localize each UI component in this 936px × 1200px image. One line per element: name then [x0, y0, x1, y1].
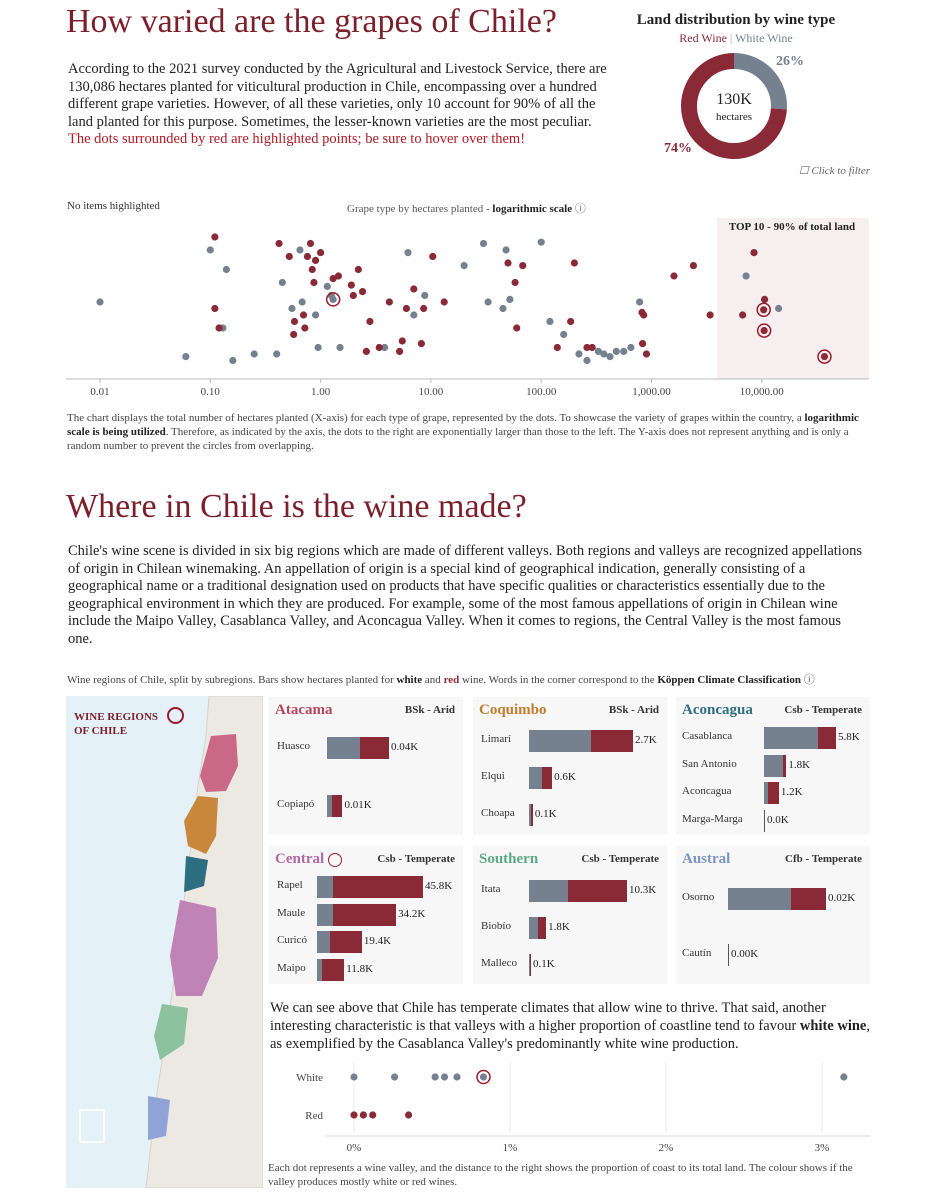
grape-dot-red-wine[interactable] [513, 324, 520, 331]
valley-label: Curicó [277, 934, 307, 946]
grape-dot-white-wine[interactable] [560, 331, 567, 338]
grape-dot-red-wine[interactable] [399, 337, 406, 344]
grape-dot-white-wine[interactable] [330, 296, 337, 303]
bar-white-segment [764, 755, 783, 777]
valley-label: Maipo [277, 962, 306, 974]
grape-dot-red-wine[interactable] [310, 279, 317, 286]
grape-dot-red-wine[interactable] [571, 259, 578, 266]
info-icon[interactable]: ⓘ [574, 203, 586, 215]
grape-dot-white-wine[interactable] [96, 298, 103, 305]
grape-dot-red-wine[interactable] [583, 344, 590, 351]
bar-white-segment [529, 917, 538, 939]
valley-label: Choapa [481, 807, 515, 819]
grape-dot-white-wine[interactable] [223, 266, 230, 273]
coast-row-label: White [296, 1072, 323, 1084]
grape-dot-red-wine[interactable] [363, 348, 370, 355]
region-title: Southern [479, 851, 539, 867]
grape-dot-red-wine[interactable] [418, 340, 425, 347]
valley-bar[interactable] [327, 795, 343, 817]
map-svg [66, 696, 263, 1188]
grape-dot-red-wine[interactable] [396, 348, 403, 355]
regions-caption-p1: Wine regions of Chile, split by subregions. Bars show hectares planted for [67, 674, 397, 686]
climate-label: Cfb - Temperate [785, 853, 862, 865]
valley-label: Aconcagua [682, 785, 732, 797]
top10-highlight-band [717, 218, 869, 379]
grape-dot-red-wine[interactable] [638, 309, 645, 316]
valley-value: 0.6K [554, 771, 576, 783]
valley-value: 1.8K [548, 921, 570, 933]
valley-label: Maule [277, 907, 306, 919]
valley-value: 0.1K [534, 808, 557, 820]
scatter-tick-label: 0.01 [90, 386, 110, 398]
bar-red-segment [568, 880, 627, 902]
valley-value: 1.8K [788, 759, 811, 771]
grape-dot-red-wine[interactable] [643, 350, 650, 357]
grape-dot-white-wine[interactable] [620, 348, 627, 355]
bar-red-segment [531, 804, 533, 826]
grape-dot-white-wine[interactable] [575, 350, 582, 357]
grape-dot-red-wine[interactable] [504, 259, 511, 266]
grape-dot-red-wine[interactable] [639, 340, 646, 347]
map-title-line2: OF CHILE [74, 725, 128, 737]
grape-dot-red-wine[interactable] [567, 318, 574, 325]
bar-white-segment [764, 727, 818, 749]
regions-caption-p2: wine. Words in the corner correspond to the [459, 674, 658, 686]
bar-red-segment [768, 782, 778, 804]
bar-white-segment [317, 876, 333, 898]
grape-dot-white-wine[interactable] [461, 262, 468, 269]
grape-dot-red-wine[interactable] [386, 298, 393, 305]
grape-dot-white-wine[interactable] [480, 240, 487, 247]
grape-dot-red-wine[interactable] [312, 257, 319, 264]
scatter-tick-label: 0.10 [200, 386, 220, 398]
coast-caption: Each dot represents a wine valley, and the distance to the right shows the proportion of coast to its total land. The colour shows if the valley produces mostly white or red wines. [268, 1162, 853, 1188]
donut-legend[interactable] [628, 31, 844, 46]
valley-coast-dot-white[interactable] [453, 1073, 460, 1080]
valley-label: Itata [481, 883, 501, 895]
regions-caption-bold: Köppen Climate Classification [657, 674, 801, 686]
grape-dot-red-wine[interactable] [215, 324, 222, 331]
valley-coast-dot-white[interactable] [432, 1073, 439, 1080]
grape-dot-white-wine[interactable] [229, 357, 236, 364]
section2-intro: Chile's wine scene is divided in six big regions which are made of different valleys. Both regions and valleys are recognized appellations of origin in Chilean winemaking. An appellation of origin is a special kind of geographical indication, generally consisting of a geographical name or a traditional designation used on products that have specific qualities or characteristics essentially due to the geographical environment in which they are produced. For example, some of the most famous appellations of origin in Chilean wine include the Maipo Valley, Casablanca Valley, and Aconcagua Valley. When it comes to regions, the Central Valley is the most famous one. [68, 543, 862, 647]
section1-title: How varied are the grapes of Chile? [66, 3, 557, 40]
valley-label: Copiapó [277, 798, 315, 810]
grape-dot-white-wine[interactable] [299, 298, 306, 305]
valley-bar[interactable] [764, 782, 779, 804]
bar-red-segment [332, 795, 343, 817]
grape-dot-white-wine[interactable] [315, 344, 322, 351]
section1-intro-highlight: The dots surrounded by red are highlighted points; be sure to hover over them! [68, 131, 526, 148]
grape-dot-red-wine[interactable] [317, 249, 324, 256]
bar-red-segment [322, 959, 344, 981]
region-panel-central[interactable] [269, 846, 463, 984]
grape-dot-white-wine[interactable] [613, 348, 620, 355]
regions-caption-white: white [396, 674, 423, 686]
donut-chart[interactable] [678, 50, 790, 162]
valley-label: Elqui [481, 770, 505, 782]
region-panel-atacama[interactable] [269, 697, 463, 835]
region-title: Aconcagua [682, 702, 753, 718]
donut-white-pct: 26% [776, 54, 804, 69]
valley-label: Osorno [682, 891, 715, 903]
valley-value: 0.01K [344, 799, 372, 811]
bar-red-segment [333, 876, 423, 898]
map-highlight-marker[interactable] [167, 707, 184, 724]
coast-tick-label: 1% [502, 1142, 518, 1154]
grape-dot-white-wine[interactable] [404, 249, 411, 256]
valley-coast-dot-red[interactable] [369, 1111, 376, 1118]
coast-tick-label: 2% [658, 1142, 674, 1154]
valley-value: 2.7K [635, 734, 657, 746]
valley-coast-dot-white[interactable] [350, 1073, 357, 1080]
valley-bar[interactable] [728, 888, 826, 910]
coast-row-label: Red [305, 1110, 323, 1122]
grape-dot-red-wine[interactable] [350, 292, 357, 299]
regions-caption-red: red [443, 674, 460, 686]
valley-value: 45.8K [425, 880, 453, 892]
bar-red-segment [360, 737, 389, 759]
section1-intro-text: According to the 2021 survey conducted by the Agricultural and Livestock Service, there are 130,086 hectares planted for viticultural production in Chile, encompassing over a hundred different grape varieties. However, of all these varieties, only 10 account for 90% of all the land planted for this purpose. Sometimes, the lesser-known varieties are the most peculiar. [68, 61, 607, 130]
grape-dot-white-wine[interactable] [636, 298, 643, 305]
bar-red-segment [333, 904, 396, 926]
valley-label: Rapel [277, 879, 303, 891]
grape-dot-red-wine[interactable] [366, 318, 373, 325]
grape-dot-white-wine[interactable] [742, 272, 749, 279]
bar-red-segment [591, 730, 633, 752]
grape-dot-red-wine[interactable] [512, 279, 519, 286]
grape-dot-red-wine[interactable] [359, 288, 366, 295]
valley-value: 0.1K [533, 958, 555, 970]
valley-bar[interactable] [529, 954, 531, 976]
region-panel-aconcagua[interactable] [676, 697, 870, 835]
valley-label: San Antonio [682, 758, 737, 770]
valley-bar[interactable] [764, 810, 765, 832]
grape-dot-white-wine[interactable] [421, 292, 428, 299]
grape-dot-red-wine[interactable] [335, 272, 342, 279]
bar-red-segment [783, 755, 786, 777]
coast-tick-label: 3% [814, 1142, 830, 1154]
valley-label: Malleco [481, 957, 518, 969]
scatter-tick-label: 100.00 [526, 386, 557, 398]
grape-dot-red-wine[interactable] [750, 249, 757, 256]
grape-dot-red-wine[interactable] [291, 318, 298, 325]
bar-red-segment [818, 727, 836, 749]
coast-dot-chart[interactable] [266, 1058, 876, 1158]
regions-caption-and: and [422, 674, 444, 686]
valley-bar[interactable] [327, 737, 389, 759]
grape-dot-red-wine[interactable] [554, 344, 561, 351]
donut-center-value: 130K [716, 91, 752, 108]
bar-white-segment [529, 880, 568, 902]
grape-dot-red-wine[interactable] [211, 305, 218, 312]
grape-dot-red-wine[interactable] [300, 311, 307, 318]
click-to-filter-hint[interactable]: ☐ Click to filter [798, 165, 870, 177]
valley-bar[interactable] [529, 767, 552, 789]
grape-dot-red-wine[interactable] [286, 253, 293, 260]
chile-map[interactable] [66, 696, 263, 1188]
grape-dot-white-wine[interactable] [606, 353, 613, 360]
valley-value: 34.2K [398, 908, 426, 920]
grape-dot-white-wine[interactable] [484, 298, 491, 305]
region-title: Coquimbo [479, 702, 547, 718]
valley-value: 0.04K [391, 741, 419, 753]
valley-value: 0.00K [731, 948, 759, 960]
coast-text-p2: , as exemplified by the Casablanca Valley's predominantly white wine production. [270, 1017, 870, 1052]
climate-label: BSk - Arid [608, 704, 659, 716]
grape-dot-red-wine[interactable] [410, 285, 417, 292]
grape-dot-white-wine[interactable] [312, 311, 319, 318]
climate-label: BSk - Arid [404, 704, 455, 716]
grape-dot-red-wine[interactable] [761, 327, 768, 334]
valley-coast-dot-white[interactable] [480, 1073, 487, 1080]
grape-dot-white-wine[interactable] [273, 350, 280, 357]
bar-red-segment [538, 917, 547, 939]
grape-dot-red-wine[interactable] [376, 344, 383, 351]
bar-white-segment [728, 888, 791, 910]
region-panel-coquimbo[interactable] [473, 697, 667, 835]
grape-dot-red-wine[interactable] [307, 240, 314, 247]
grape-dot-red-wine[interactable] [420, 305, 427, 312]
grape-dot-red-wine[interactable] [670, 272, 677, 279]
valley-bar[interactable] [529, 917, 546, 939]
valley-bar[interactable] [529, 880, 627, 902]
bar-red-segment [729, 944, 730, 966]
grape-dot-white-wine[interactable] [627, 344, 634, 351]
valley-coast-dot-white[interactable] [391, 1073, 398, 1080]
scatter-tick-label: 1.00 [310, 386, 331, 398]
scatter-tick-label: 10.00 [418, 386, 444, 398]
valley-label: Marga-Marga [682, 813, 743, 825]
grape-dot-white-wine[interactable] [499, 305, 506, 312]
coast-text-bold: white wine [799, 1017, 867, 1034]
grape-dot-white-wine[interactable] [546, 318, 553, 325]
grape-dot-white-wine[interactable] [324, 283, 331, 290]
valley-bar[interactable] [728, 944, 729, 966]
grape-dot-red-wine[interactable] [739, 311, 746, 318]
coast-text-p1: We can see above that Chile has temperate climates that allow wine to thrive. That said, another interesting characteristic is that valleys with a higher proportion of coastline tend to favour [270, 1000, 826, 1034]
section2-title: Where in Chile is the wine made? [66, 488, 527, 525]
valley-coast-dot-red[interactable] [350, 1111, 357, 1118]
grape-dot-red-wine[interactable] [403, 305, 410, 312]
valley-bar[interactable] [317, 904, 396, 926]
grape-dot-red-wine[interactable] [309, 266, 316, 273]
bar-red-segment [791, 888, 826, 910]
grape-dot-red-wine[interactable] [519, 262, 526, 269]
scatter-caption [67, 411, 872, 453]
grape-dot-white-wine[interactable] [296, 246, 303, 253]
grape-dot-red-wine[interactable] [355, 266, 362, 273]
region-title: Austral [682, 851, 731, 867]
grape-dot-red-wine[interactable] [301, 324, 308, 331]
region-panel-austral[interactable] [676, 846, 870, 984]
grape-dot-white-wine[interactable] [251, 350, 258, 357]
valley-value: 11.8K [346, 963, 374, 975]
donut-center-unit: hectares [715, 111, 753, 123]
grape-dot-red-wine[interactable] [821, 353, 828, 360]
valley-coast-dot-red[interactable] [405, 1111, 412, 1118]
valley-coast-dot-white[interactable] [840, 1073, 847, 1080]
grape-dot-white-wine[interactable] [506, 296, 513, 303]
grape-dot-red-wine[interactable] [760, 306, 767, 313]
valley-value: 19.4K [363, 935, 392, 947]
grape-dot-white-wine[interactable] [207, 246, 214, 253]
bar-red-segment [542, 767, 552, 789]
grape-scatter-chart[interactable] [0, 212, 936, 407]
grape-dot-white-wine[interactable] [279, 279, 286, 286]
grape-dot-red-wine[interactable] [429, 253, 436, 260]
grape-dot-red-wine[interactable] [690, 262, 697, 269]
legend-separator: | [729, 31, 733, 45]
scatter-caption-p2: . Therefore, as indicated by the axis, the dots to the right are exponentially larger than those to the left. The Y-axis does not represent anything and is only a random number to prevent the circles from overlapping. [67, 426, 849, 452]
donut-red-pct: 74% [664, 141, 692, 156]
grape-dot-white-wine[interactable] [775, 305, 782, 312]
top10-label: TOP 10 - 90% of total land [728, 221, 856, 233]
bar-red-segment [330, 931, 361, 953]
coast-tick-label: 0% [346, 1142, 362, 1154]
valley-label: Casablanca [682, 730, 733, 742]
scatter-title-bold: logarithmic scale [492, 203, 573, 215]
coast-text [270, 1000, 870, 1053]
valley-value: 1.2K [780, 786, 803, 798]
scatter-caption-bold: logarithmic scale is being utilized [67, 412, 859, 438]
bar-white-segment [317, 904, 333, 926]
grape-dot-red-wine[interactable] [348, 282, 355, 289]
scatter-caption-p1: The chart displays the total number of hectares planted (X-axis) for each type of grape, represented by the dots. To showcase the variety of grapes within the country, a [67, 412, 805, 424]
map-title-line1: WINE REGIONS [74, 711, 159, 723]
map-title [74, 710, 158, 738]
bar-red-segment [530, 954, 531, 976]
valley-label: Limarí [481, 733, 511, 745]
bar-white-segment [529, 767, 542, 789]
bar-white-segment [327, 737, 360, 759]
valley-bar[interactable] [317, 876, 423, 898]
scatter-tick-label: 10,000.00 [739, 386, 784, 398]
grape-dot-white-wine[interactable] [182, 353, 189, 360]
grape-dot-white-wine[interactable] [336, 344, 343, 351]
grape-dot-red-wine[interactable] [707, 311, 714, 318]
scatter-tick-label: 1,000.00 [632, 386, 671, 398]
valley-coast-dot-white[interactable] [441, 1073, 448, 1080]
valley-bar[interactable] [317, 931, 362, 953]
valley-bar[interactable] [529, 804, 533, 826]
valley-bar[interactable] [764, 727, 836, 749]
grape-dot-white-wine[interactable] [410, 311, 417, 318]
map-inset-frame [80, 1110, 104, 1142]
region-title: Atacama [275, 702, 333, 718]
climate-label: Csb - Temperate [784, 704, 862, 716]
valley-label: Cautín [682, 947, 712, 959]
legend-white-wine[interactable]: White Wine [735, 31, 793, 45]
region-title: Central [275, 851, 325, 867]
grape-dot-red-wine[interactable] [441, 298, 448, 305]
valley-label: Huasco [277, 740, 310, 752]
bar-white-segment [317, 931, 330, 953]
valley-bar[interactable] [317, 959, 344, 981]
regions-caption [67, 671, 815, 687]
grape-dot-red-wine[interactable] [290, 331, 297, 338]
grape-dot-red-wine[interactable] [211, 233, 218, 240]
regions-caption-info-icon[interactable]: ⓘ [800, 674, 815, 686]
valley-value: 5.8K [838, 731, 860, 743]
section1-intro [68, 61, 608, 149]
bar-white-segment [529, 730, 591, 752]
valley-value: 10.3K [629, 884, 657, 896]
no-items-highlighted: No items highlighted [67, 200, 160, 212]
grape-dot-red-wine[interactable] [761, 296, 768, 303]
donut-title: Land distribution by wine type [636, 12, 836, 28]
region-panel-southern[interactable] [473, 846, 667, 984]
grape-dot-white-wine[interactable] [502, 246, 509, 253]
climate-label: Csb - Temperate [581, 853, 659, 865]
grape-dot-red-wine[interactable] [275, 240, 282, 247]
grape-dot-white-wine[interactable] [538, 239, 545, 246]
legend-red-wine[interactable]: Red Wine [679, 31, 727, 45]
valley-label: Biobío [481, 920, 511, 932]
grape-dot-white-wine[interactable] [288, 305, 295, 312]
valley-bar[interactable] [764, 755, 786, 777]
valley-coast-dot-red[interactable] [360, 1111, 367, 1118]
grape-dot-red-wine[interactable] [304, 253, 311, 260]
valley-bar[interactable] [529, 730, 633, 752]
valley-value: 0.0K [767, 814, 789, 826]
scatter-title-prefix: Grape type by hectares planted - [347, 203, 493, 215]
grape-dot-white-wine[interactable] [583, 357, 590, 364]
climate-label: Csb - Temperate [377, 853, 455, 865]
region-highlight-ring[interactable] [328, 853, 342, 867]
valley-value: 0.02K [828, 892, 856, 904]
